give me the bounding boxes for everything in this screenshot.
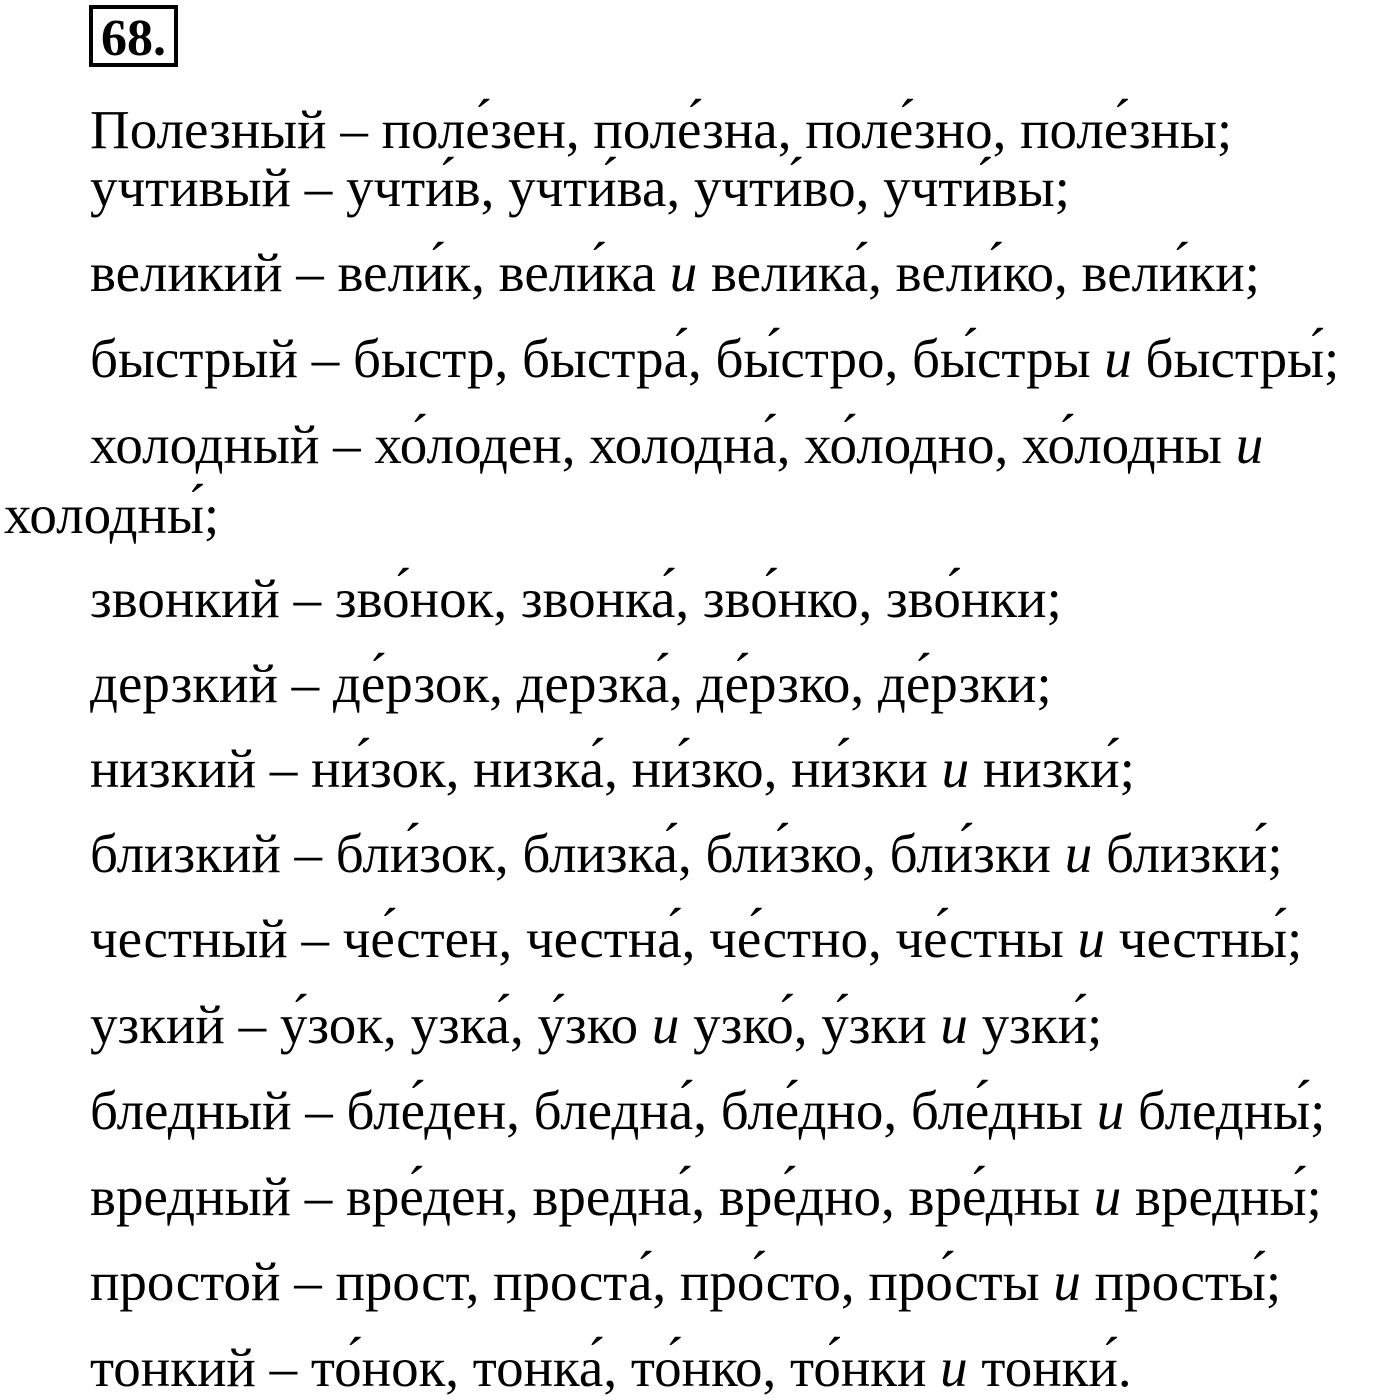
line-text: честный – че́стен, честна́, че́стно, че́стны [90, 908, 1078, 969]
conjunction: и [1077, 908, 1106, 969]
line-text: вредный – вре́ден, вредна́, вре́дно, вре́дны [90, 1166, 1094, 1227]
text-line-uchtivy [90, 156, 1070, 220]
text-line-holodny [90, 413, 1263, 477]
line-text: низкий – ни́зок, низка́, ни́зко, ни́зки [90, 738, 942, 799]
conjunction: и [941, 738, 970, 799]
line-text: узко́, у́зки [679, 994, 941, 1055]
line-text: низки́; [969, 738, 1135, 799]
text-line-vredny [90, 1165, 1322, 1229]
line-text: Полезный – поле́зен, поле́зна, поле́зно, поле́зны; [90, 99, 1233, 160]
line-text: быстрый – быстр, быстра́, бы́стро, бы́стры [90, 328, 1105, 389]
line-text: велика́, вели́ко, вели́ки; [697, 242, 1260, 303]
line-text: быстры́; [1131, 328, 1340, 389]
line-text: звонкий – зво́нок, звонка́, зво́нко, зво́нки; [90, 568, 1062, 629]
line-text: близкий – бли́зок, близка́, бли́зко, бли́зки [90, 823, 1065, 884]
line-text: близки́; [1092, 823, 1283, 884]
conjunction: и [940, 1337, 968, 1398]
exercise-number: 68. [89, 5, 178, 67]
conjunction: и [1064, 823, 1093, 884]
text-line-nizky [90, 737, 1135, 801]
conjunction: и [1053, 1251, 1081, 1312]
line-text: вредны́; [1121, 1166, 1322, 1227]
line-text: великий – вели́к, вели́ка [90, 242, 670, 303]
conjunction: и [1093, 1166, 1122, 1227]
line-text: бледны́; [1124, 1080, 1326, 1141]
line-text: узкий – у́зок, узка́, у́зко [90, 994, 652, 1055]
line-text: дерзкий – де́рзок, дерзка́, де́рзко, де́рзки; [90, 653, 1052, 714]
text-line-polezny [90, 98, 1232, 162]
text-line-prostoy [90, 1250, 1281, 1314]
text-line-bystry [90, 327, 1339, 391]
line-text: холодны́; [4, 484, 220, 545]
text-line-chestny [90, 907, 1302, 971]
text-line-uzky [90, 993, 1102, 1057]
text-line-zvonky [90, 567, 1062, 631]
text-line-bledny [90, 1079, 1325, 1143]
line-text: просты́; [1080, 1251, 1282, 1312]
line-text: тонкий – то́нок, тонка́, то́нко, то́нки [90, 1337, 941, 1398]
text-line-blizky [90, 822, 1283, 886]
conjunction: и [1096, 1080, 1125, 1141]
conjunction: и [1235, 414, 1264, 475]
conjunction: и [651, 994, 680, 1055]
line-text: тонки́. [967, 1337, 1132, 1398]
conjunction: и [1104, 328, 1132, 389]
text-line-holodny-cont [4, 483, 219, 547]
conjunction: и [940, 994, 968, 1055]
line-text: честны́; [1105, 908, 1303, 969]
conjunction: и [669, 242, 698, 303]
text-line-tonky [90, 1336, 1132, 1400]
line-text: холодный – хо́лоден, холодна́, хо́лодно, хо́лодны [90, 414, 1236, 475]
line-text: узки́; [967, 994, 1103, 1055]
text-line-derzky [90, 652, 1052, 716]
line-text: бледный – бле́ден, бледна́, бле́дно, бле́дны [90, 1080, 1097, 1141]
line-text: учтивый – учти́в, учти́ва, учти́во, учти́вы; [90, 157, 1070, 218]
text-line-veliky [90, 241, 1260, 305]
line-text: простой – прост, проста́, про́сто, про́сты [90, 1251, 1054, 1312]
